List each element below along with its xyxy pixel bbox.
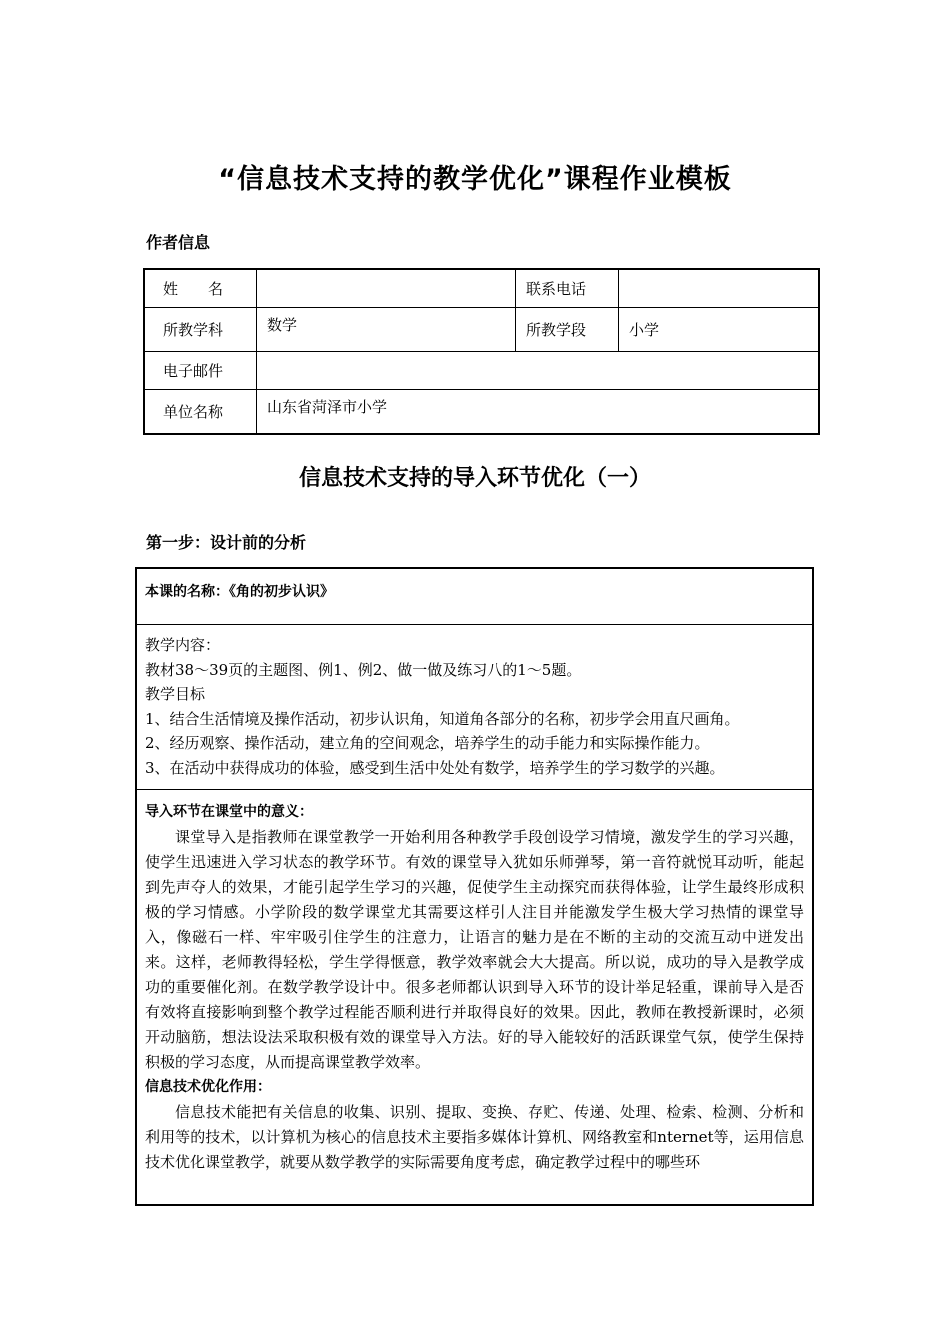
course-name-row	[137, 569, 812, 625]
table-row	[144, 390, 819, 435]
content-label: 教学内容：	[145, 636, 221, 654]
table-row	[144, 308, 819, 352]
subject-label: 所教学科	[144, 308, 257, 352]
goals-label: 教学目标	[145, 685, 206, 703]
author-info-heading: 作者信息	[146, 233, 211, 252]
step-heading: 第一步：设计前的分析	[146, 533, 307, 552]
subject-value: 数学	[257, 308, 516, 352]
stage-value: 小学	[619, 308, 820, 352]
section-subtitle: 信息技术支持的导入环节优化（一）	[298, 466, 651, 491]
goal-item: 1、结合生活情境及操作活动，初步认识角，知道角各部分的名称，初步学会用直尺画角。	[145, 709, 740, 728]
email-value	[257, 352, 820, 390]
unit-label: 单位名称	[144, 390, 257, 435]
meaning-row	[137, 790, 812, 1175]
unit-value: 山东省菏泽市小学	[257, 390, 820, 435]
effect-label: 信息技术优化作用：	[145, 1079, 271, 1095]
table-row	[144, 352, 819, 390]
content-text: 教材38～39页的主题图、例1、例2、做一做及练习八的1～5题。	[145, 660, 582, 679]
email-label: 电子邮件	[144, 352, 257, 390]
meaning-label: 导入环节在课堂中的意义：	[145, 804, 313, 820]
effect-text: 信息技术能把有关信息的收集、识别、提取、变换、存贮、传递、处理、检索、检测、分析和利用等的技术，以计算机为核心的信息技术主要指多媒体计算机、网络教室和nternet等，运用信息技术优化课堂教学，就要从数学教学的实际需要角度考虑，确定教学过程中的哪些环	[145, 1103, 804, 1171]
goal-item: 3、在活动中获得成功的体验，感受到生活中处处有数学，培养学生的学习数学的兴趣。	[145, 758, 725, 777]
content-row	[137, 625, 812, 790]
name-label: 姓 名	[144, 269, 257, 308]
goal-item: 2、经历观察、操作活动，建立角的空间观念，培养学生的动手能力和实际操作能力。	[145, 734, 710, 752]
meaning-text: 课堂导入是指教师在课堂教学一开始利用各种教学手段创设学习情境，激发学生的学习兴趣，使学生迅速进入学习状态的教学环节。有效的课堂导入犹如乐师弹琴，第一音符就悦耳动听，能起到先声夺人的效果，才能引起学生学习的兴趣，促使学生主动探究而获得体验，让学生最终形成积极的学习情感。小学阶段的数学课堂尤其需要这样引人注目并能激发学生极大学习热情的课堂导入，像磁石一样、牢牢吸引住学生的注意力，让语言的魅力是在不断的主动的交流互动中迸发出来。这样，老师教得轻松，学生学得惬意，教学效率就会大大提高。所以说，成功的导入是教学成功的重要催化剂。在数学教学设计中。很多老师都认识到导入环节的设计举足轻重，课前导入是否有效将直接影响到整个教学过程能否顺利进行并取得良好的效果。因此，教师在教授新课时，必须开动脑筋，想法设法采取积极有效的课堂导入方法。好的导入能较好的活跃课堂气氛，使学生保持积极的学习态度，从而提高课堂教学效率。	[145, 828, 804, 1071]
name-value	[257, 269, 516, 308]
phone-value	[619, 269, 820, 308]
author-info-table	[143, 268, 820, 435]
analysis-table	[135, 567, 814, 1206]
course-name: 本课的名称：《角的初步认识》	[145, 584, 334, 600]
stage-label: 所教学段	[516, 308, 619, 352]
phone-label: 联系电话	[516, 269, 619, 308]
table-row	[144, 269, 819, 308]
page-title: “信息技术支持的教学优化”课程作业模板	[218, 164, 732, 195]
